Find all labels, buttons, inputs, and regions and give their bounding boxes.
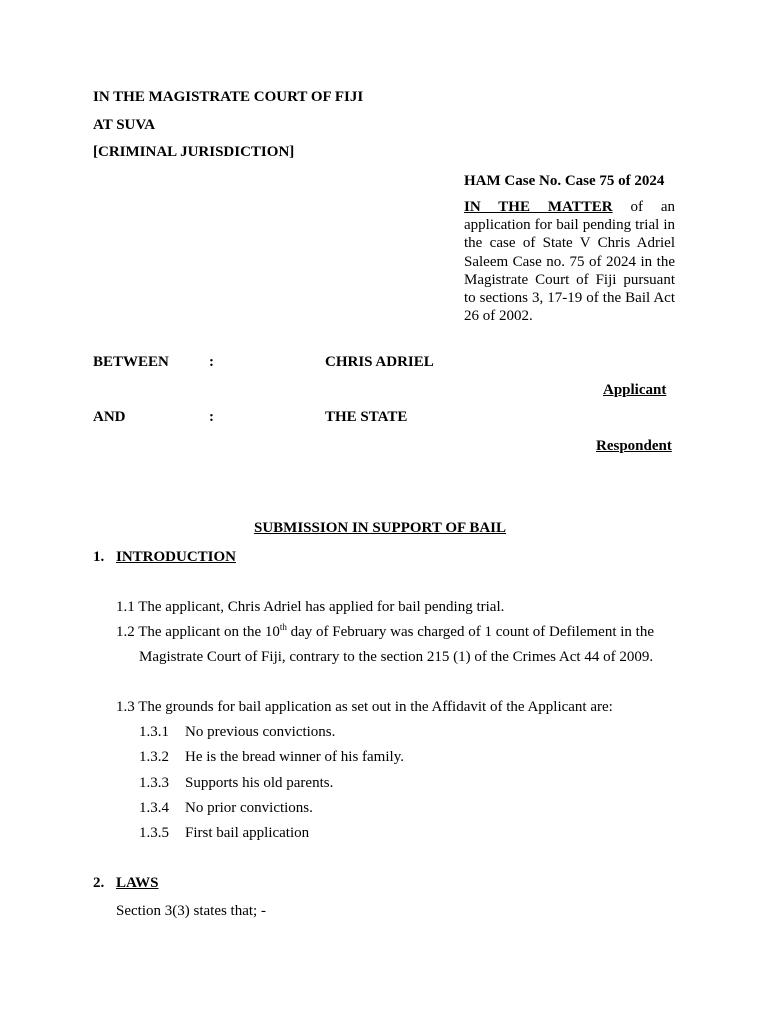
between-label: BETWEEN [93, 354, 169, 370]
case-number: HAM Case No. Case 75 of 2024 [464, 173, 665, 189]
court-heading: IN THE MAGISTRATE COURT OF FIJI [93, 89, 364, 105]
applicant-name: CHRIS ADRIEL [325, 354, 434, 370]
ground-text: No previous convictions. [185, 724, 336, 740]
ordinal-suffix: th [279, 622, 287, 632]
respondent-role: Respondent [596, 438, 672, 454]
applicant-role: Applicant [603, 382, 667, 398]
document-title: SUBMISSION IN SUPPORT OF BAIL [254, 520, 507, 536]
ground-number: 1.3.4 [139, 800, 169, 816]
paragraph-1-1: 1.1 The applicant, Chris Adriel has applied for bail pending trial. [116, 599, 505, 615]
section-2-title: LAWS [116, 875, 159, 891]
ground-text: First bail application [185, 825, 310, 841]
ground-number: 1.3.3 [139, 775, 169, 791]
section-2-number: 2. [93, 875, 105, 891]
and-label: AND [93, 409, 126, 425]
ground-number: 1.3.1 [139, 724, 169, 740]
ground-number: 1.3.5 [139, 825, 169, 841]
matter-lead: IN THE MATTER [464, 199, 613, 215]
section-1-number: 1. [93, 549, 105, 565]
court-location: AT SUVA [93, 117, 156, 133]
paragraph-1-3: 1.3 The grounds for bail application as set out in the Affidavit of the Applicant are: [116, 699, 613, 715]
paragraph-1-2 [116, 623, 654, 641]
ground-text: Supports his old parents. [185, 775, 334, 791]
respondent-name: THE STATE [325, 409, 408, 425]
paragraph-1-2-continued: Magistrate Court of Fiji, contrary to the section 215 (1) of the Crimes Act 44 of 2009. [139, 649, 654, 665]
ground-text: He is the bread winner of his family. [185, 749, 404, 765]
court-jurisdiction: [CRIMINAL JURISDICTION] [93, 144, 295, 160]
ground-number: 1.3.2 [139, 749, 169, 765]
between-colon: : [209, 354, 214, 370]
paragraph-1-2-rest: day of February was charged of 1 count of Defilement in the [286, 624, 654, 640]
paragraph-1-2-start: 1.2 The applicant on the 10 [116, 624, 280, 640]
ground-text: No prior convictions. [185, 800, 313, 816]
section-1-title: INTRODUCTION [116, 549, 237, 565]
matter-text: of an application for bail pending trial in the case of State V Chris Adriel Saleem Case no. 75 of 2024 in the Magistrate Court of Fiji pursuant to sections 3, 17-19 of the Bail Act 26 of 2002. [464, 199, 675, 325]
and-colon: : [209, 409, 214, 425]
paragraph-2-1: Section 3(3) states that; - [116, 903, 266, 919]
matter-paragraph [464, 198, 675, 325]
